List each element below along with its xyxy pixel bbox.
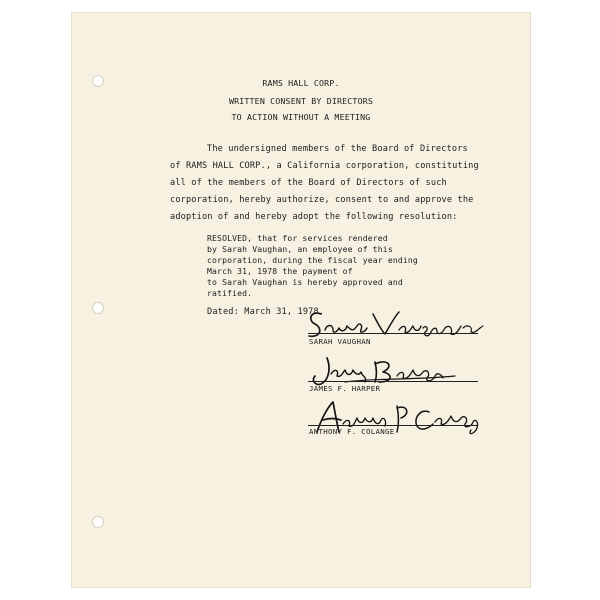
body-line: adoption of and hereby adopt the following resolution: bbox=[170, 212, 458, 222]
signature-line bbox=[308, 381, 478, 382]
signatory-name: ANTHONY F. COLANGE bbox=[309, 427, 395, 436]
heading-line-2: TO ACTION WITHOUT A MEETING bbox=[231, 112, 371, 122]
heading-line-1: WRITTEN CONSENT BY DIRECTORS bbox=[228, 96, 374, 106]
resolution-line: by Sarah Vaughan, an employee of this bbox=[207, 244, 393, 254]
dated-line: Dated: March 31, 1978. bbox=[207, 307, 325, 317]
resolution-line: to Sarah Vaughan is hereby approved and bbox=[207, 277, 403, 287]
signatory-name: SARAH VAUGHAN bbox=[309, 337, 371, 346]
body-line: corporation, hereby authorize, consent to and approve the bbox=[170, 195, 474, 205]
resolution-line: RESOLVED, that for services rendered bbox=[207, 233, 388, 243]
body-line: The undersigned members of the Board of Directors bbox=[207, 144, 468, 154]
signature-line bbox=[308, 425, 478, 426]
signatory-name: JAMES F. HARPER bbox=[309, 384, 381, 393]
punch-hole-bottom bbox=[92, 516, 104, 528]
resolution-line: March 31, 1978 the payment of bbox=[207, 266, 353, 276]
company-name: RAMS HALL CORP. bbox=[262, 78, 340, 88]
punch-hole-middle bbox=[92, 302, 104, 314]
body-line: all of the members of the Board of Directors of such bbox=[170, 178, 447, 188]
resolution-line: ratified. bbox=[207, 288, 253, 298]
body-line: of RAMS HALL CORP., a California corporation, constituting bbox=[170, 161, 479, 171]
document-page bbox=[71, 12, 531, 588]
signature-line bbox=[308, 333, 478, 334]
resolution-line: corporation, during the fiscal year ending bbox=[207, 255, 418, 265]
